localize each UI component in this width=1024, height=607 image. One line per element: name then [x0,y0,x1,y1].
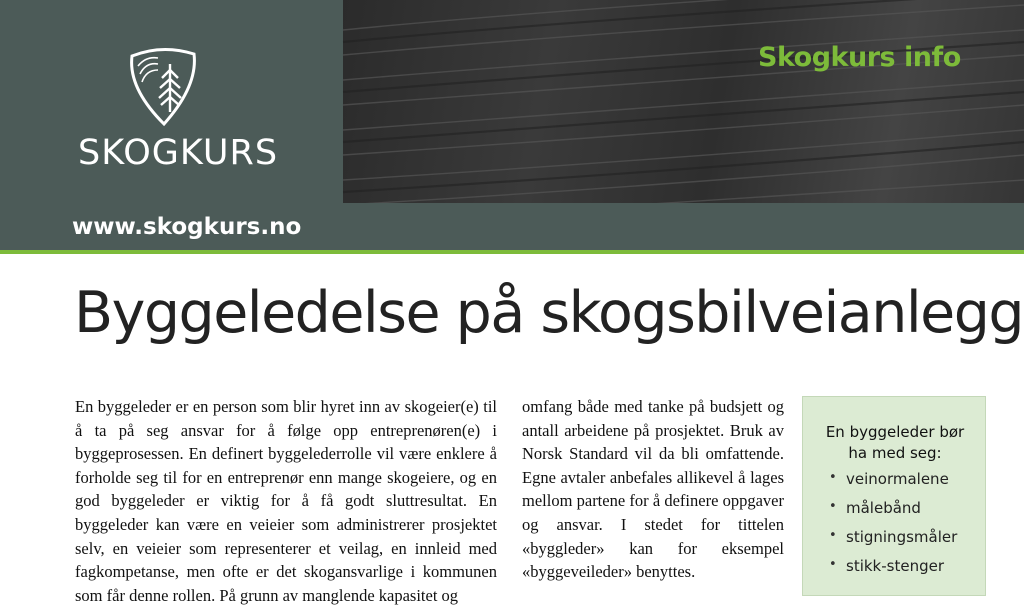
checklist-box [802,396,986,596]
article-column-2: omfang både med tanke på budsjett og antall arbeidene på prosjektet. Bruk av Norsk Standard vil da bli omfattende. Egne avtaler anbefales allikevel å lages mellom partene for å definere oppgaver og ansvar. I stedet for tittelen «byggleder» kan for eksempel «byggeveileder» benyttes. [522,397,784,582]
wood-texture-photo [343,0,1024,203]
page-title: Byggeledelse på skogsbilveianlegg [74,280,1024,346]
checklist-title-line-2: ha med seg: [848,444,942,462]
list-item: • stigningsmåler [829,528,957,557]
website-link[interactable]: www.skogkurs.no [72,214,302,240]
checklist-title-line-1: En byggeleder bør [825,423,965,441]
accent-divider [0,250,1024,254]
list-item: • veinormalene [829,470,957,499]
list-item: • stikk-stenger [829,557,957,586]
brand-name: SKOGKURS [78,133,279,173]
tagline: Skogkurs info [758,42,961,73]
tree-ring-shield-icon [124,46,200,126]
article-column-1: En byggeleder er en person som blir hyret inn av skogeier(e) til å ta på seg ansvar for å følge opp entreprenøren(e) i byggeprosessen. En definert byggelederrolle vil være enklere å forholde seg til for en entreprenør enn mange skogeiere, og en god byggeleder er viktig for å få godt sluttresultat. En byggeleder kan være en veieier som administrerer prosjektet selv, en veieier som representerer et veilag, en innleid med fagkompetanse, men ofte er det skogansvarlige i kommunen som får denne rollen. På grunn av manglende kapasitet og [75,397,497,605]
list-item: • målebånd [829,499,957,528]
checklist-title [803,422,987,464]
checklist [829,470,957,586]
